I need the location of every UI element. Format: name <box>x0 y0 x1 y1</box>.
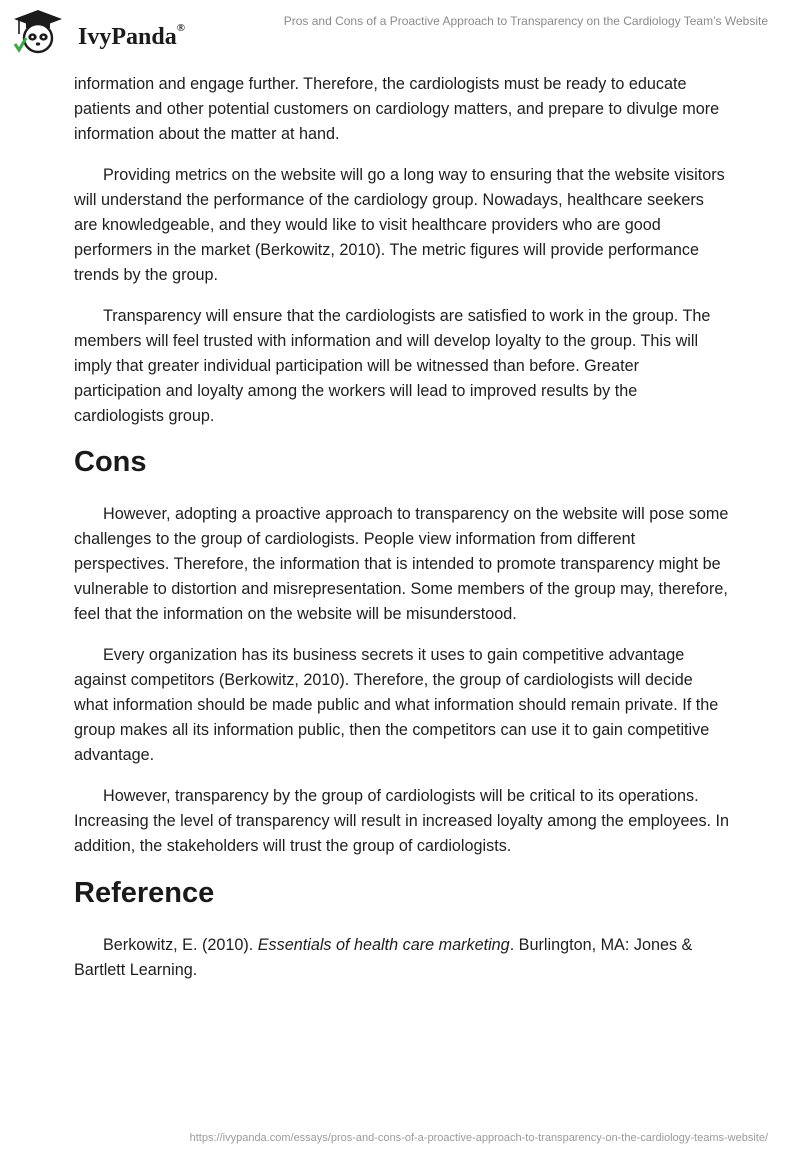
cons-heading: Cons <box>74 446 147 479</box>
brand-name: IvyPanda® <box>78 22 185 50</box>
paragraph-2: Providing metrics on the website will go a long way to ensuring that the website visitors will understand the performance of the cardiology group. Nowadays, healthcare seekers are knowledgeable, and they would like to visit healthcare providers who are good performers in the market (Berkowitz, 2010). The metric figures will provide performance trends by the group. <box>74 166 725 284</box>
essay-content <box>74 72 730 999</box>
paragraph-3: Transparency will ensure that the cardiologists are satisfied to work in the group. The members will feel trusted with information and will develop loyalty to the group. This will imply that greater individual participation will be witnessed than before. Greater participation and loyalty among the workers will lead to improved results by the cardiologists group. <box>74 307 711 425</box>
page-header <box>0 0 800 66</box>
reference-author: Berkowitz, E. (2010). <box>103 935 258 954</box>
reference-heading: Reference <box>74 876 215 909</box>
reference-publisher: . Burlington, MA: Jones & Bartlett Learning. <box>74 935 693 979</box>
document-title: Pros and Cons of a Proactive Approach to Transparency on the Cardiology Team’s Website <box>283 14 768 28</box>
paragraph-4: However, adopting a proactive approach to transparency on the website will pose some challenges to the group of cardiologists. People view information from different perspectives. Therefore, the information that is intended to promote transparency might be vulnerable to distortion and misrepresentation. Some members of the group may, therefore, feel that the information on the website will be misunderstood. <box>74 505 729 623</box>
ivypanda-logo[interactable] <box>14 8 204 58</box>
paragraph-6: However, transparency by the group of cardiologists will be critical to its operations. Increasing the level of transparency will result in increased loyalty among the employees. In addition, the stakeholders will trust the group of cardiologists. <box>74 787 730 855</box>
reference-title: Essentials of health care marketing <box>257 935 510 954</box>
source-url[interactable]: https://ivypanda.com/essays/pros-and-cons-of-a-proactive-approach-to-transparency-on-the-cardiology-teams-website/ <box>189 1132 768 1144</box>
panda-graduate-icon <box>14 8 76 56</box>
paragraph-5: Every organization has its business secrets it uses to gain competitive advantage against competitors (Berkowitz, 2010). Therefore, the group of cardiologists will decide what information should be made public and what information should remain private. If the group makes all its information public, then the competitors can use it to gain competitive advantage. <box>74 646 719 764</box>
paragraph-1: information and engage further. Therefore, the cardiologists must be ready to educate patients and other potential customers on cardiology matters, and prepare to divulge more information about the matter at hand. <box>74 75 720 143</box>
reference-entry <box>74 933 730 983</box>
